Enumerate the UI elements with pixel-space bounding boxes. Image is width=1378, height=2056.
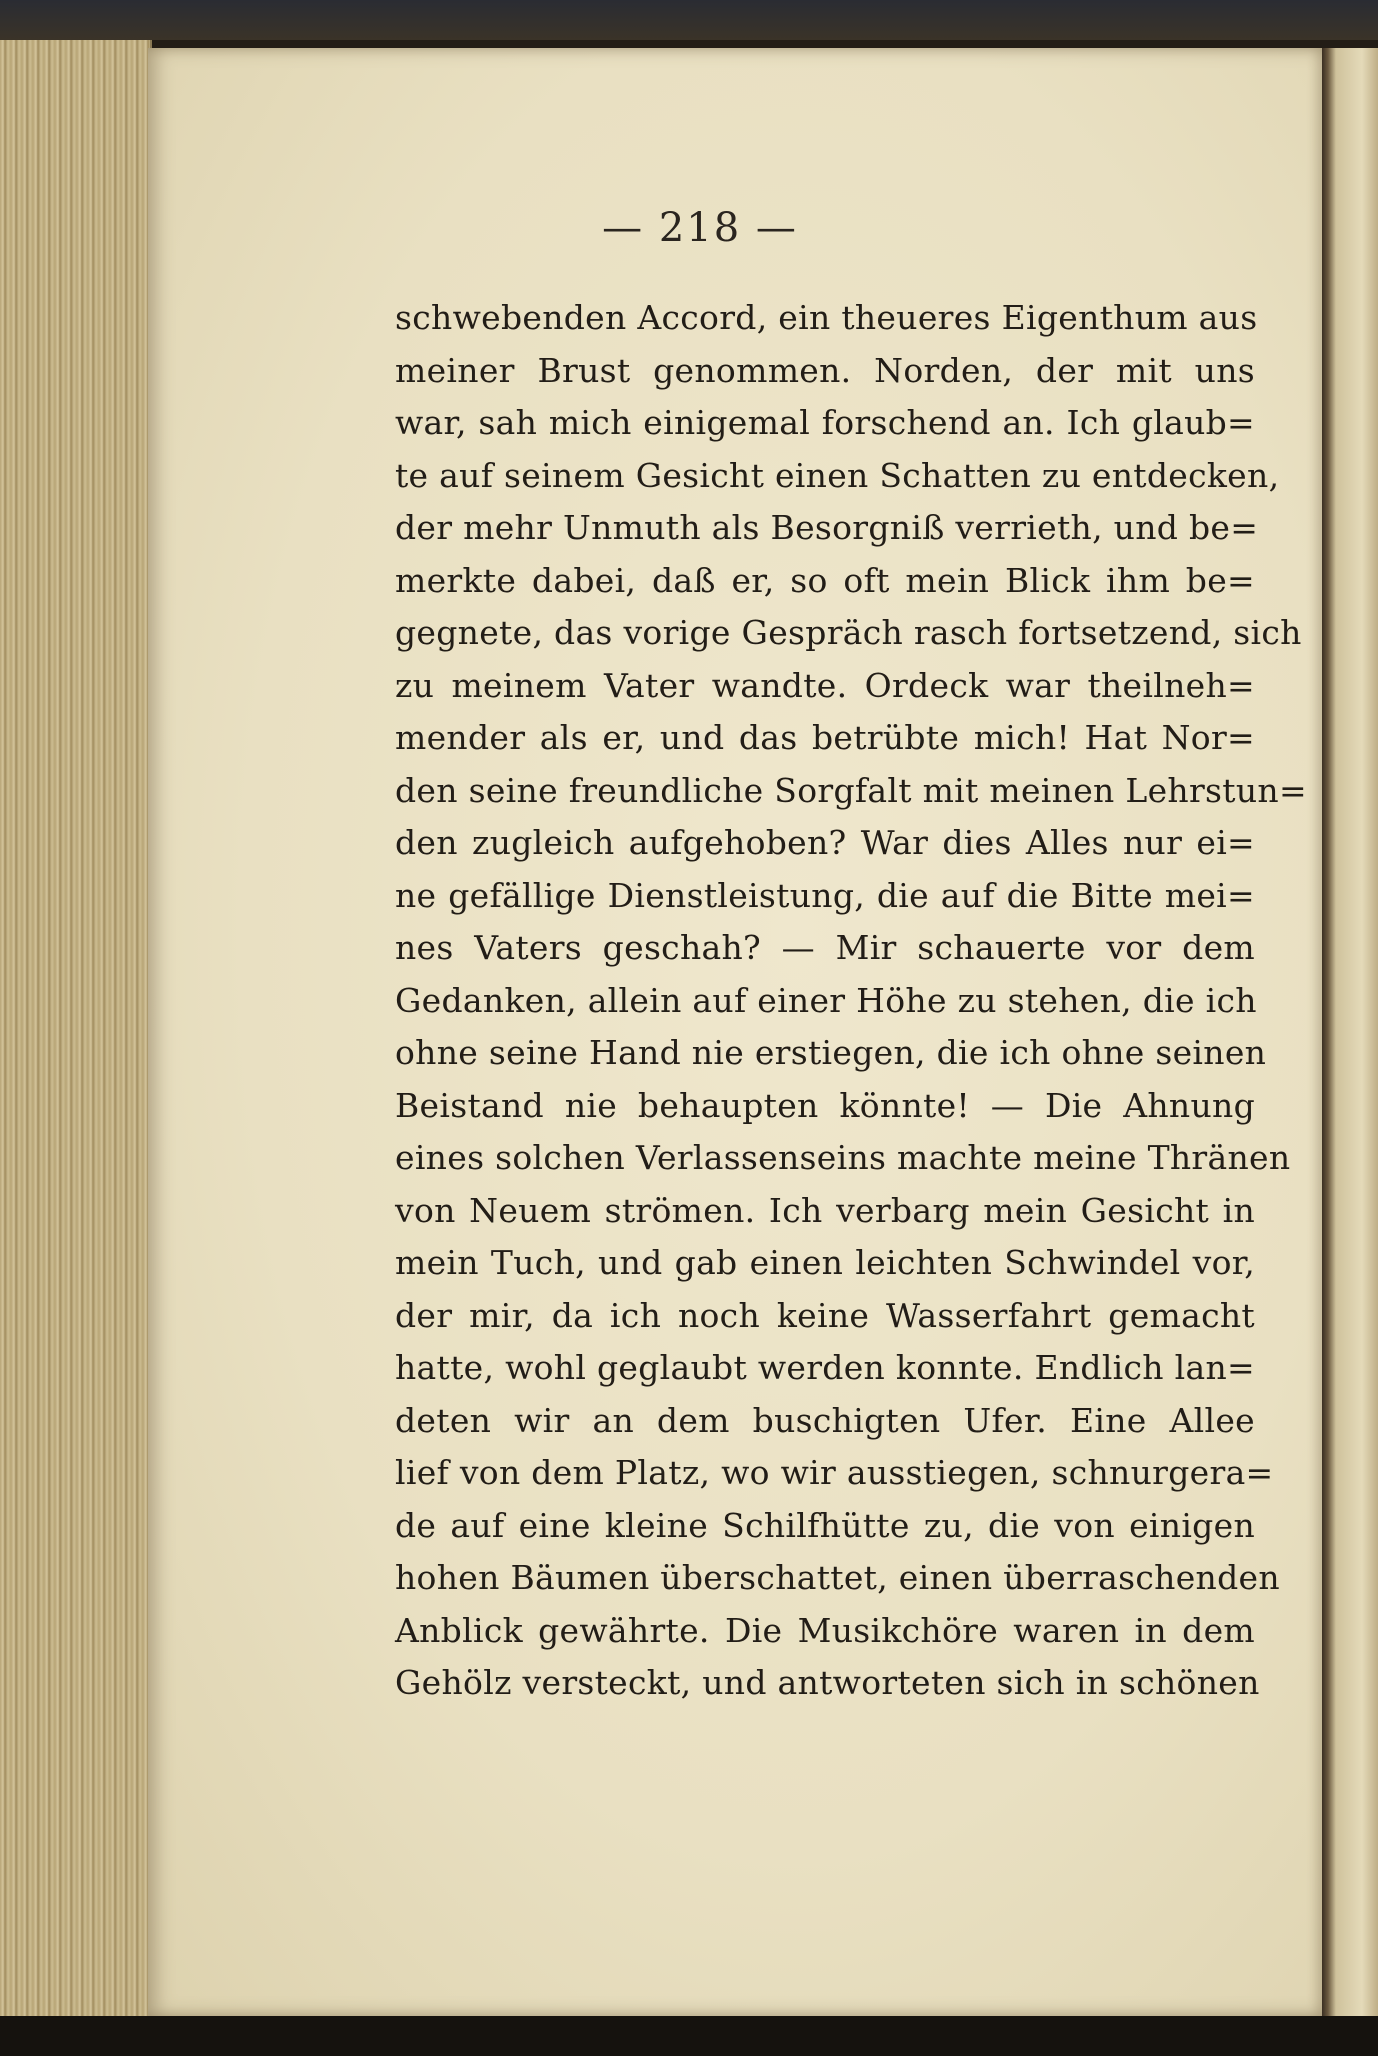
- text-line: hohen Bäumen überschattet, einen überraschenden: [395, 1558, 1280, 1597]
- text-line: de auf eine kleine Schilfhütte zu, die von einigen: [395, 1505, 1255, 1545]
- text-line: von Neuem strömen. Ich verbarg mein Gesicht in: [395, 1190, 1255, 1230]
- text-line: gegnete, das vorige Gespräch rasch fortsetzend, sich: [395, 613, 1302, 652]
- text-line: der mehr Unmuth als Besorgniß verrieth, und be=: [395, 508, 1259, 547]
- book-page-edges: [0, 40, 152, 2025]
- text-line: den seine freundliche Sorgfalt mit meinen Lehrstun=: [395, 770, 1307, 810]
- text-line: eines solchen Verlassenseins machte meine Thränen: [395, 1138, 1291, 1177]
- text-line: der mir, da ich noch keine Wasserfahrt gemacht: [395, 1295, 1255, 1335]
- text-line: Gehölz versteckt, und antworteten sich in schönen: [395, 1663, 1260, 1702]
- scan-bottom-edge: [0, 2016, 1378, 2056]
- scan-top-edge: [0, 0, 1378, 40]
- text-line: schwebenden Accord, ein theueres Eigenthum aus: [395, 298, 1258, 337]
- text-line: meiner Brust genommen. Norden, der mit uns: [395, 350, 1255, 390]
- facing-page-edge: [1322, 48, 1378, 2016]
- text-line: war, sah mich einigemal forschend an. Ich glaub=: [395, 403, 1255, 442]
- page-number: — 218 —: [602, 205, 798, 251]
- text-line: mein Tuch, und gab einen leichten Schwindel vor,: [395, 1243, 1255, 1282]
- text-line: mender als er, und das betrübte mich! Hat Nor=: [395, 718, 1255, 757]
- page-text: [395, 292, 1307, 1710]
- text-line: zu meinem Vater wandte. Ordeck war theilneh=: [395, 665, 1255, 705]
- text-line: Beistand nie behaupten könnte! — Die Ahnung: [395, 1085, 1255, 1125]
- text-line: Gedanken, allein auf einer Höhe zu stehen, die ich: [395, 980, 1257, 1020]
- text-line: hatte, wohl geglaubt werden konnte. Endlich lan=: [395, 1348, 1255, 1387]
- text-line: deten wir an dem buschigten Ufer. Eine Allee: [395, 1400, 1255, 1440]
- text-line: den zugleich aufgehoben? War dies Alles nur ei=: [395, 823, 1255, 862]
- text-line: lief von dem Platz, wo wir ausstiegen, schnurgera=: [395, 1453, 1274, 1492]
- text-line: ne gefällige Dienstleistung, die auf die Bitte mei=: [395, 875, 1255, 915]
- text-line: ohne seine Hand nie erstiegen, die ich ohne seinen: [395, 1033, 1267, 1072]
- text-line: Anblick gewährte. Die Musikchöre waren in dem: [395, 1610, 1255, 1650]
- text-line: merkte dabei, daß er, so oft mein Blick ihm be=: [395, 560, 1255, 600]
- text-line: nes Vaters geschah? — Mir schauerte vor dem: [395, 928, 1255, 967]
- text-line: te auf seinem Gesicht einen Schatten zu entdecken,: [395, 455, 1280, 495]
